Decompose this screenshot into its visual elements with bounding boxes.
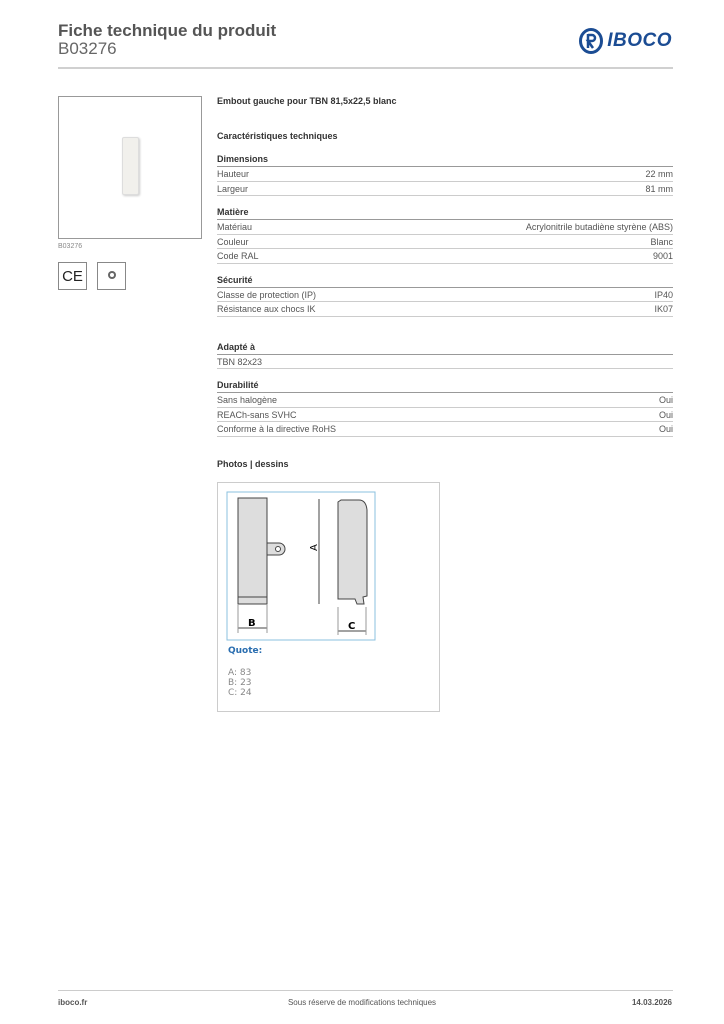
iboco-logo bbox=[579, 28, 672, 54]
spec-label: Sans halogène bbox=[217, 395, 278, 405]
section-title: Matière bbox=[217, 206, 673, 220]
spec-row bbox=[217, 182, 673, 197]
spec-label: Couleur bbox=[217, 236, 249, 247]
spec-row bbox=[217, 235, 673, 250]
section-title: Durabilité bbox=[217, 379, 673, 393]
spec-row bbox=[217, 355, 673, 370]
quote-c: C: 24 bbox=[228, 688, 252, 698]
spec-section bbox=[217, 379, 673, 437]
spec-row bbox=[217, 302, 673, 317]
spec-label: Matériau bbox=[217, 222, 253, 232]
page-title: Fiche technique du produit bbox=[58, 21, 277, 40]
spec-value: 9001 bbox=[652, 251, 673, 261]
spec-row bbox=[217, 288, 673, 303]
footer-date: 14.03.2026 bbox=[631, 998, 672, 1007]
section-title: Sécurité bbox=[217, 274, 673, 288]
spec-value: Oui bbox=[658, 409, 673, 420]
header-divider bbox=[58, 67, 673, 69]
spec-value: Acrylonitrile butadiène styrène (ABS) bbox=[525, 222, 673, 232]
spec-section bbox=[217, 206, 673, 264]
spec-section bbox=[217, 341, 673, 370]
ul-mark-icon bbox=[97, 262, 126, 290]
ce-label: CE bbox=[62, 267, 83, 285]
quote-a: A: 83 bbox=[228, 668, 252, 678]
spec-value: 22 mm bbox=[645, 169, 673, 179]
photo-caption: B03276 bbox=[58, 243, 83, 250]
footer-site[interactable]: iboco.fr bbox=[58, 998, 88, 1007]
spec-label: Classe de protection (IP) bbox=[217, 289, 317, 300]
ce-mark-icon bbox=[58, 262, 87, 290]
product-name: Embout gauche pour TBN 81,5x22,5 blanc bbox=[217, 96, 397, 106]
spec-label: REACh-sans SVHC bbox=[217, 409, 297, 420]
spec-row bbox=[217, 393, 673, 408]
quote-title: Quote: bbox=[228, 646, 263, 656]
spec-row bbox=[217, 249, 673, 264]
spec-row bbox=[217, 422, 673, 437]
spec-label: Conforme à la directive RoHS bbox=[217, 424, 337, 434]
spec-content bbox=[217, 96, 673, 469]
logo-icon bbox=[579, 28, 603, 54]
logo-text: IBOCO bbox=[607, 30, 672, 51]
spec-section bbox=[217, 153, 673, 196]
spec-value: Oui bbox=[658, 424, 673, 434]
spec-label: Hauteur bbox=[217, 169, 250, 179]
spec-row bbox=[217, 220, 673, 235]
spec-value: IK07 bbox=[654, 304, 673, 314]
footer-note: Sous réserve de modifications techniques bbox=[287, 998, 437, 1007]
spec-value: Blanc bbox=[650, 236, 673, 247]
product-photo bbox=[58, 96, 202, 239]
section-title: Dimensions bbox=[217, 153, 673, 167]
dimension-drawing bbox=[217, 482, 440, 712]
characteristics-title: Caractéristiques techniques bbox=[217, 131, 338, 141]
spec-value: Oui bbox=[658, 395, 673, 405]
spec-row bbox=[217, 408, 673, 423]
spec-label: Résistance aux chocs IK bbox=[217, 304, 316, 314]
spec-value: IP40 bbox=[654, 289, 673, 300]
spec-label: TBN 82x23 bbox=[217, 356, 263, 367]
spec-label: Largeur bbox=[217, 183, 249, 194]
product-code: B03276 bbox=[58, 39, 117, 58]
product-image bbox=[122, 137, 139, 195]
spec-row bbox=[217, 167, 673, 182]
photos-title: Photos | dessins bbox=[217, 458, 289, 469]
section-title: Adapté à bbox=[217, 341, 673, 355]
spec-label: Code RAL bbox=[217, 251, 259, 261]
dim-a-label: A bbox=[309, 544, 320, 551]
dim-c-label: C bbox=[348, 621, 356, 632]
quote-b: B: 23 bbox=[228, 678, 252, 688]
spec-value: 81 mm bbox=[645, 183, 673, 194]
footer-divider bbox=[58, 990, 673, 991]
spec-section bbox=[217, 274, 673, 317]
dim-b-label: B bbox=[248, 618, 256, 629]
